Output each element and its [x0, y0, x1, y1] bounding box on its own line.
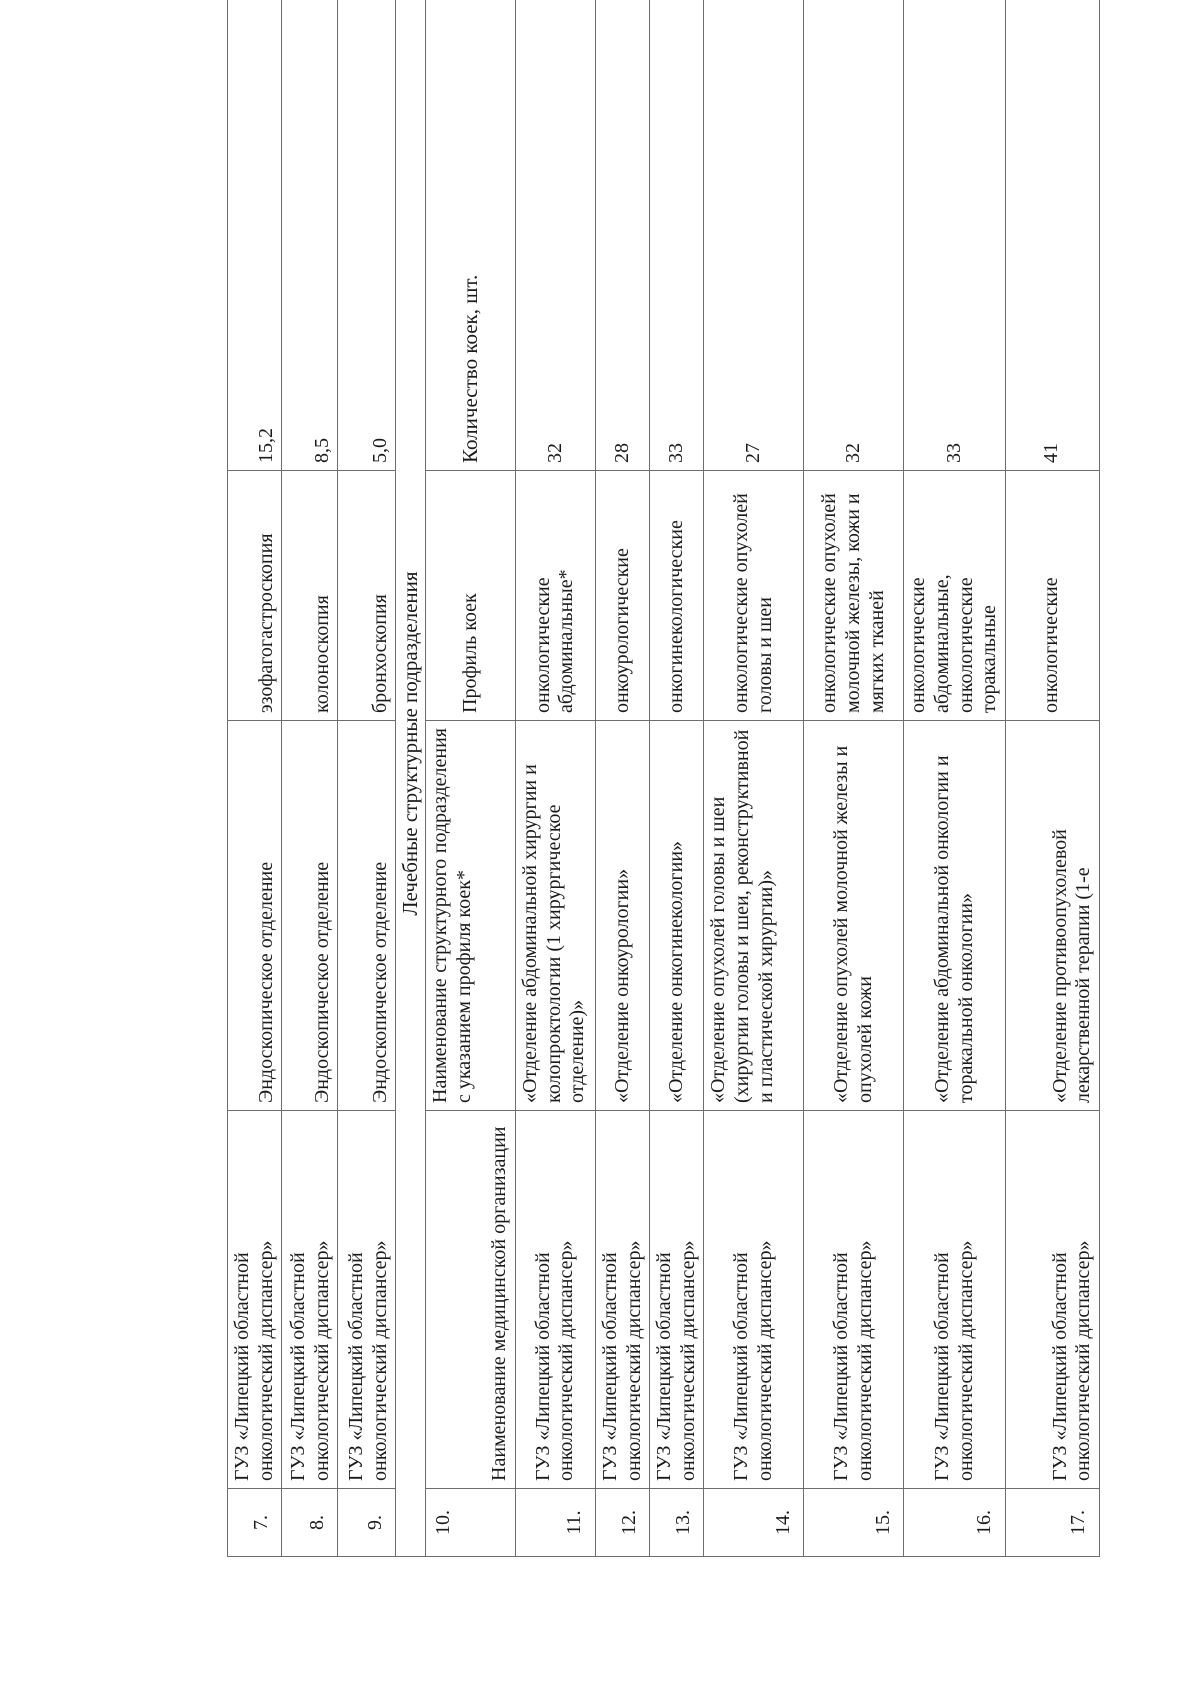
table-row [804, 0, 904, 1557]
quantity: 41 [1005, 0, 1099, 471]
quantity: 28 [595, 0, 649, 471]
quantity: 27 [704, 0, 804, 471]
bed-profile: онкогинекологические [650, 471, 704, 721]
quantity: 5,0 [338, 0, 396, 471]
department-name: «Отделение опухолей молочной железы и опухолей кожи [804, 721, 904, 1111]
department-name: «Отделение онкоурологии» [595, 721, 649, 1111]
organization-name: ГУЗ «Липецкий областной онкологический диспансер» [338, 1111, 396, 1489]
bed-profile: онкологические опухолей молочной железы, кожи и мягких тканей [804, 471, 904, 721]
row-number: 11. [515, 1489, 595, 1557]
table-row [1005, 0, 1099, 1557]
column-header-organization: Наименование медицинской организации [425, 1111, 515, 1489]
column-header-department: Наименование структурного подразделения с указанием профиля коек* [425, 721, 515, 1111]
table-row [228, 0, 282, 1557]
department-name: Эндоскопическое отделение [282, 721, 338, 1111]
row-number: 12. [595, 1489, 649, 1557]
department-name: Эндоскопическое отделение [228, 721, 282, 1111]
beds-table [227, 0, 1100, 1557]
bed-profile: бронхоскопия [338, 471, 396, 721]
header-row [425, 0, 515, 1557]
quantity: 33 [650, 0, 704, 471]
bed-profile: онкологические опухолей головы и шеи [704, 471, 804, 721]
column-header-profile: Профиль коек [425, 471, 515, 721]
bed-profile: эзофагогастроскопия [228, 471, 282, 721]
table-row [904, 0, 1005, 1557]
column-header-quantity: Количество коек, шт. [425, 0, 515, 471]
quantity: 8,5 [282, 0, 338, 471]
quantity: 33 [904, 0, 1005, 471]
row-number: 15. [804, 1489, 904, 1557]
department-name: «Отделение абдоминальной онкологии и торакальной онкологии» [904, 721, 1005, 1111]
organization-name: ГУЗ «Липецкий областной онкологический диспансер» [595, 1111, 649, 1489]
row-number: 13. [650, 1489, 704, 1557]
organization-name: ГУЗ «Липецкий областной онкологический диспансер» [282, 1111, 338, 1489]
row-number: 8. [282, 1489, 338, 1557]
quantity: 15,2 [228, 0, 282, 471]
row-number: 16. [904, 1489, 1005, 1557]
organization-name: ГУЗ «Липецкий областной онкологический диспансер» [1005, 1111, 1099, 1489]
bed-profile: онкоурологические [595, 471, 649, 721]
bed-profile: колоноскопия [282, 471, 338, 721]
section-title: Лечебные структурные подразделения [396, 0, 426, 1557]
quantity: 32 [515, 0, 595, 471]
organization-name: ГУЗ «Липецкий областной онкологический диспансер» [904, 1111, 1005, 1489]
row-number: 10. [425, 1489, 515, 1557]
table-row [595, 0, 649, 1557]
table-row [515, 0, 595, 1557]
bed-profile: онкологические абдоминальные, онкологические торакальные [904, 471, 1005, 721]
organization-name: ГУЗ «Липецкий областной онкологический диспансер» [228, 1111, 282, 1489]
department-name: «Отделение противоопухолевой лекарственной терапии (1-е [1005, 721, 1099, 1111]
rotated-table-page [227, 0, 1095, 1557]
organization-name: ГУЗ «Липецкий областной онкологический диспансер» [704, 1111, 804, 1489]
organization-name: ГУЗ «Липецкий областной онкологический диспансер» [650, 1111, 704, 1489]
table-row [704, 0, 804, 1557]
table-row [338, 0, 396, 1557]
organization-name: ГУЗ «Липецкий областной онкологический диспансер» [804, 1111, 904, 1489]
section-row [396, 0, 426, 1557]
row-number: 17. [1005, 1489, 1099, 1557]
row-number: 9. [338, 1489, 396, 1557]
table-row [650, 0, 704, 1557]
organization-name: ГУЗ «Липецкий областной онкологический диспансер» [515, 1111, 595, 1489]
department-name: «Отделение опухолей головы и шеи (хирургии головы и шеи, реконструктивной и пластической хирургии)» [704, 721, 804, 1111]
department-name: «Отделение абдоминальной хирургии и колопроктологии (1 хирургическое отделение)» [515, 721, 595, 1111]
bed-profile: онкологические абдоминальные* [515, 471, 595, 721]
row-number: 14. [704, 1489, 804, 1557]
department-name: «Отделение онкогинекологии» [650, 721, 704, 1111]
table-row [282, 0, 338, 1557]
row-number: 7. [228, 1489, 282, 1557]
bed-profile: онкологические [1005, 471, 1099, 721]
department-name: Эндоскопическое отделение [338, 721, 396, 1111]
quantity: 32 [804, 0, 904, 471]
